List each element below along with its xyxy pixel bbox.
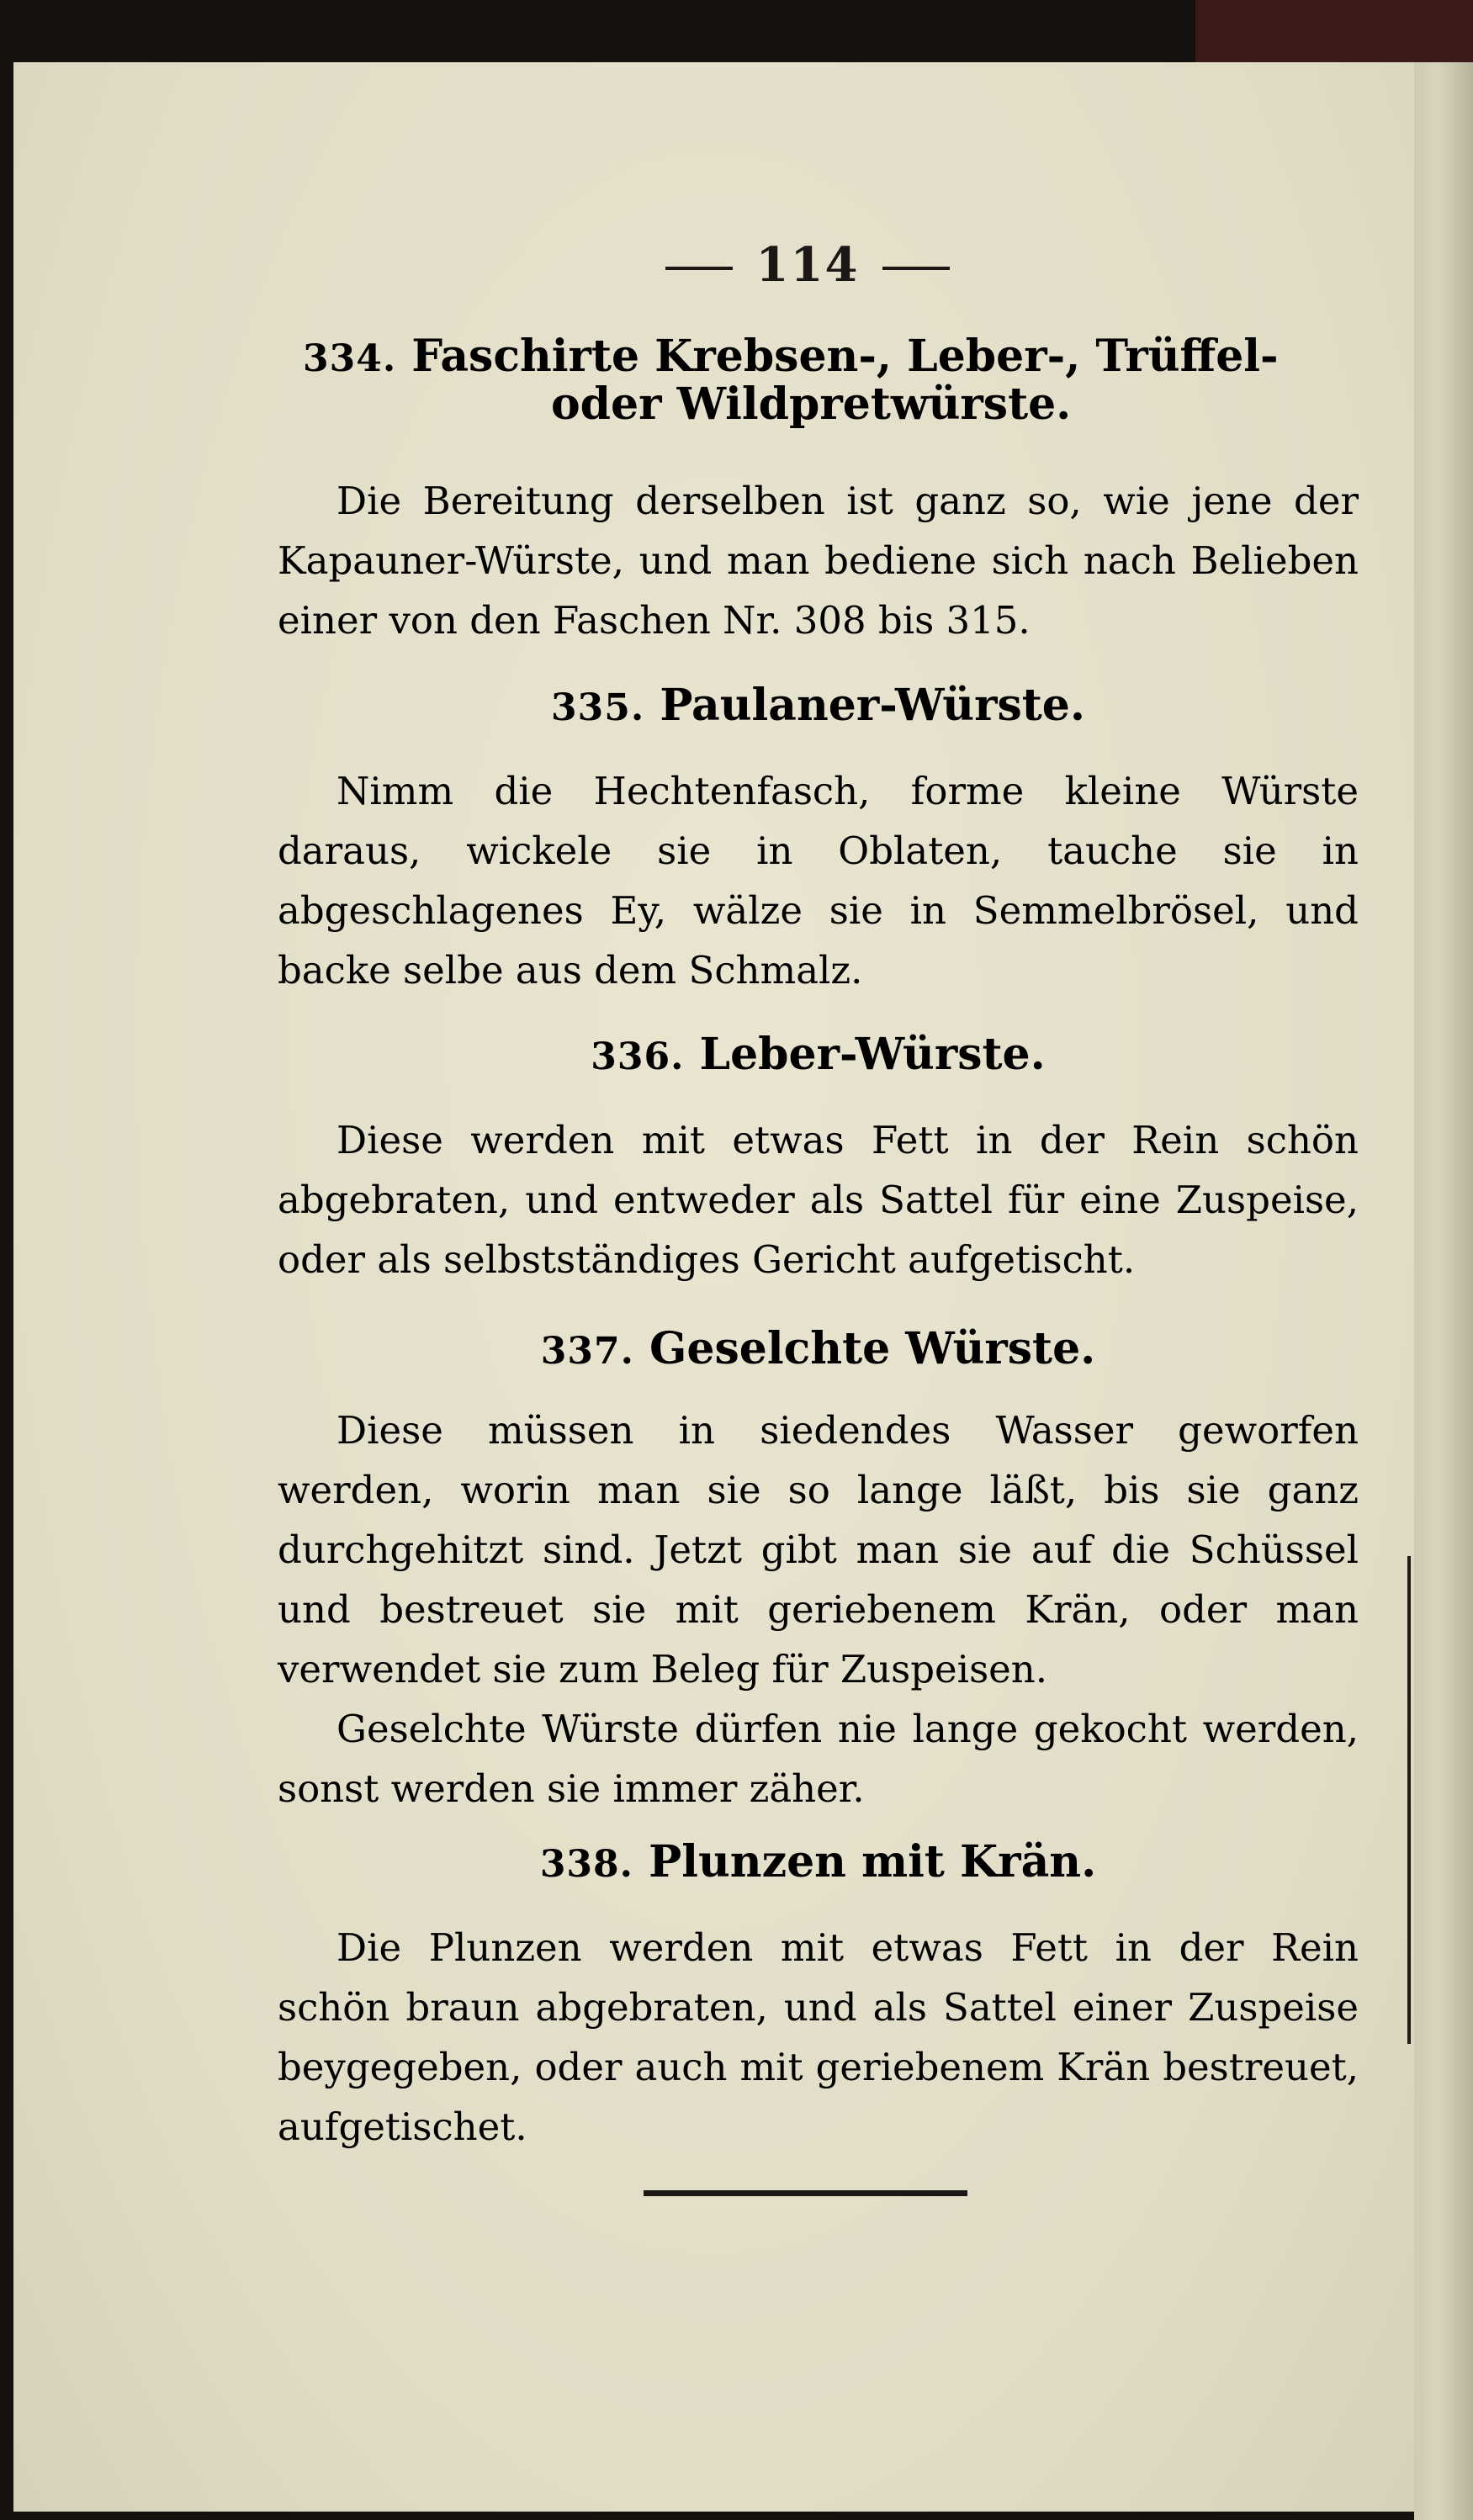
- section-338-heading: [278, 1838, 1359, 1886]
- section-335-heading: [278, 681, 1359, 729]
- section-number: 337.: [540, 1330, 634, 1373]
- end-rule: [644, 2190, 967, 2196]
- paragraph: Nimm die Hechtenfasch, forme kleine Würste daraus, wickele sie in Oblaten, tauche sie in abgeschlagenes Ey, wälze sie in Semmelbrösel, und backe selbe aus dem Schmalz.: [278, 769, 1359, 993]
- section-number: 336.: [591, 1035, 685, 1078]
- book-cover-corner: [1195, 0, 1473, 66]
- paragraph: Die Bereitung derselben ist ganz so, wie jene der Kapauner-Würste, und man bediene sich nach Belieben einer von den Faschen Nr. 308 bis 315.: [278, 479, 1359, 643]
- page-number: 114: [755, 237, 860, 293]
- page-edge: [1414, 62, 1473, 2520]
- paragraph: Diese werden mit etwas Fett in der Rein schön abgebraten, und entweder als Sattel für eine Zuspeise, oder als selbstständiges Gericht aufgetischt.: [278, 1118, 1359, 1282]
- section-heading: [278, 1325, 1359, 1373]
- section-338-body: [278, 1918, 1359, 2157]
- dash-ornament-right: [882, 267, 950, 270]
- section-title: Paulaner-Würste.: [660, 680, 1085, 731]
- paragraph: Diese müssen in siedendes Wasser geworfen werden, worin man sie so lange läßt, bis sie ganz durchgehitzt sind. Jetzt gibt man sie auf die Schüssel und bestreuet sie mit geriebenem Krän, oder man verwendet sie zum Beleg für Zuspeisen.: [278, 1408, 1359, 1691]
- section-336-heading: [278, 1030, 1359, 1078]
- page-edge-shadow: [1407, 1556, 1411, 2044]
- paragraph: Geselchte Würste dürfen nie lange gekocht werden, sonst werden sie immer zäher.: [278, 1707, 1359, 1811]
- section-number: 335.: [551, 686, 645, 729]
- section-337-body: [278, 1400, 1359, 1819]
- section-336-body: [278, 1110, 1359, 1289]
- section-title: Geselchte Würste.: [649, 1323, 1096, 1374]
- section-number: 338.: [539, 1843, 633, 1886]
- section-title-line1: Faschirte Krebsen-, Leber-, Trüffel-: [411, 331, 1279, 382]
- running-head: [639, 237, 976, 293]
- section-337-heading: [278, 1325, 1359, 1373]
- section-title: Plunzen mit Krän.: [649, 1836, 1097, 1887]
- section-heading: [278, 1838, 1359, 1886]
- section-title: Leber-Würste.: [699, 1029, 1046, 1080]
- section-335-body: [278, 761, 1359, 1000]
- section-title-line2: oder Wildpretwürste.: [551, 379, 1072, 431]
- dash-ornament-left: [665, 267, 733, 270]
- section-334-heading: [303, 331, 1363, 431]
- section-heading: [278, 681, 1359, 729]
- section-heading: [303, 331, 1363, 431]
- paragraph: Die Plunzen werden mit etwas Fett in der Rein schön braun abgebraten, und als Sattel einer Zuspeise beygegeben, oder auch mit geriebenem Krän bestreuet, aufgetischet.: [278, 1925, 1359, 2149]
- section-334-body: [278, 471, 1359, 650]
- section-number: 334.: [303, 337, 397, 380]
- section-heading: [278, 1030, 1359, 1078]
